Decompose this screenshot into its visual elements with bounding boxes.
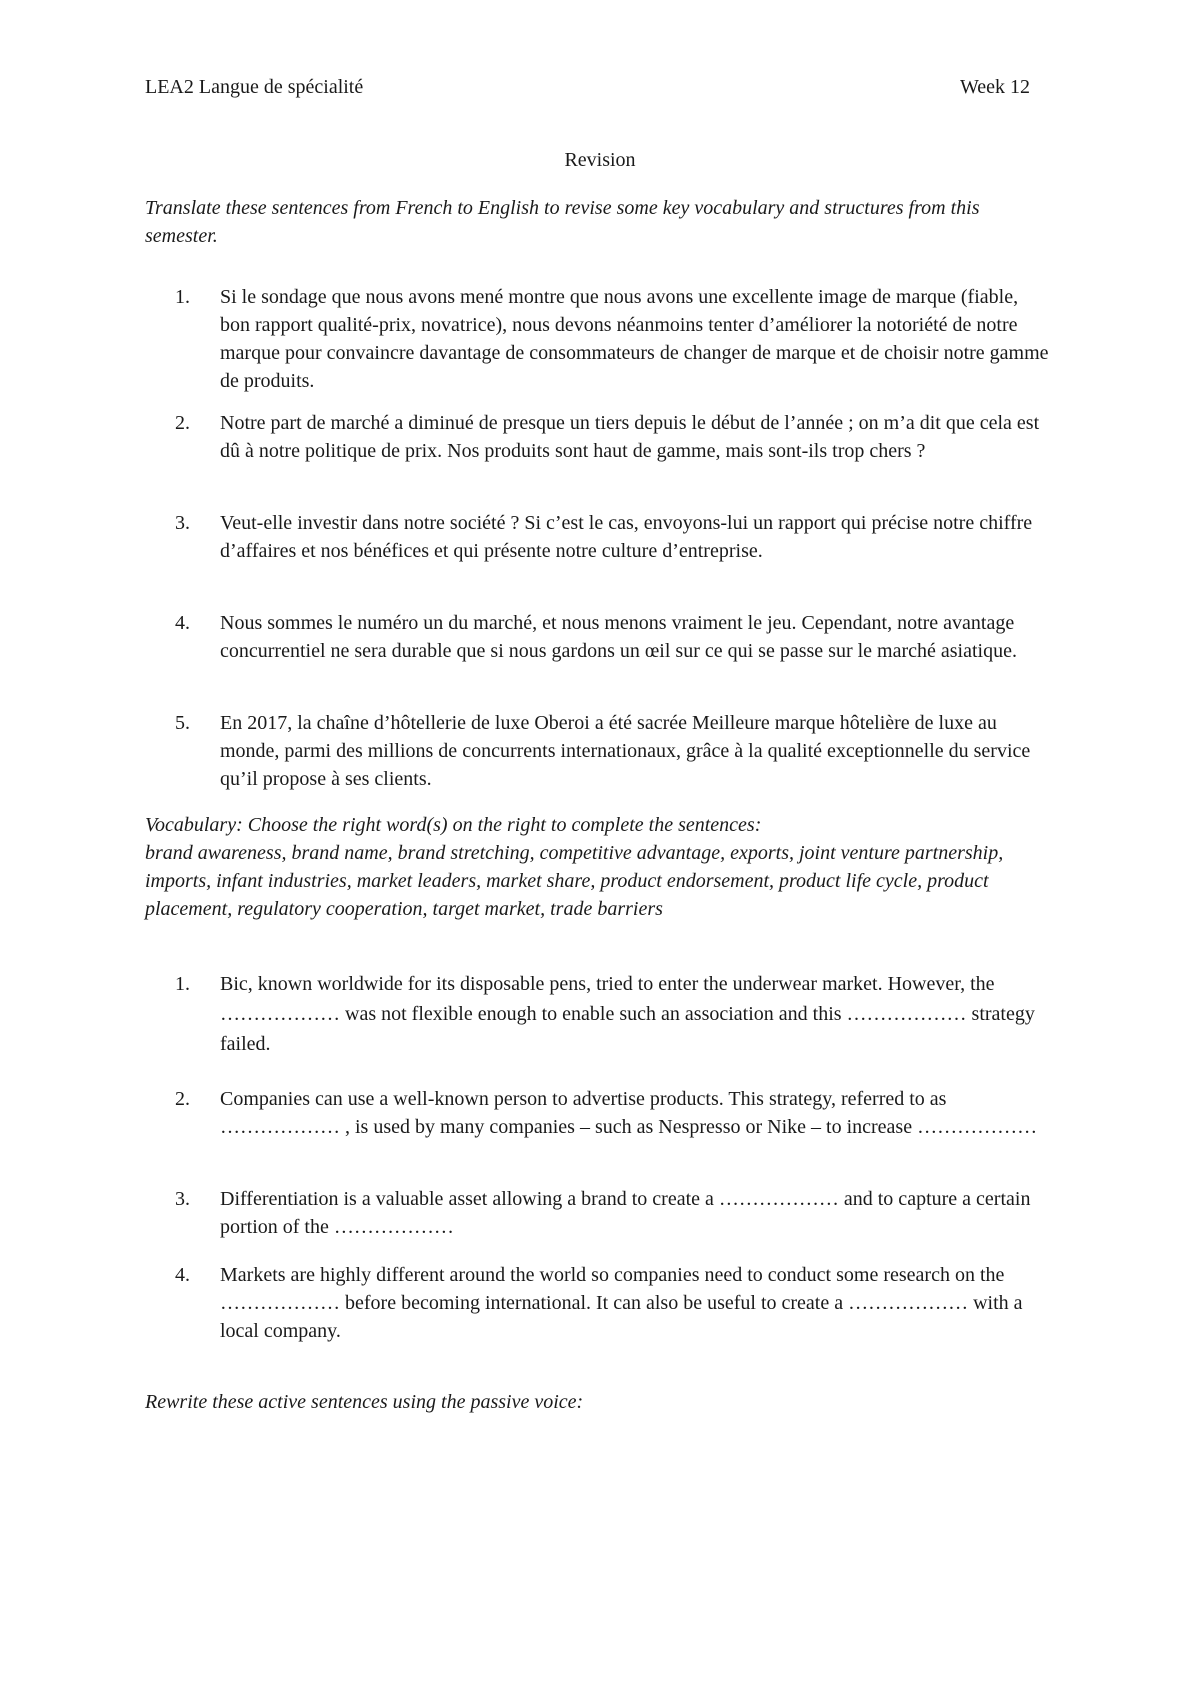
item-number: 1.	[175, 973, 190, 995]
vocabulary-item	[175, 969, 1050, 1059]
vocabulary-section	[145, 811, 1045, 923]
translation-item	[175, 409, 1050, 465]
item-number: 1.	[175, 286, 190, 308]
item-number: 2.	[175, 412, 190, 434]
vocabulary-item	[175, 1185, 1050, 1241]
vocabulary-item	[175, 1085, 1050, 1141]
translation-instruction: Translate these sentences from French to English to revise some key vocabulary and structures from this semester.	[145, 197, 980, 247]
translation-item	[175, 509, 1050, 565]
vocabulary-instruction: Vocabulary: Choose the right word(s) on the right to complete the sentences:	[145, 814, 762, 836]
page-title: Revision	[564, 149, 636, 171]
item-number: 3.	[175, 1188, 190, 1210]
item-number: 4.	[175, 1264, 190, 1286]
translation-item	[175, 709, 1050, 793]
item-text: Nous sommes le numéro un du marché, et nous menons vraiment le jeu. Cependant, notre avantage concurrentiel ne sera durable que si nous gardons un œil sur ce qui se passe sur le marché asiatique.	[220, 612, 1017, 662]
vocabulary-word-bank: brand awareness, brand name, brand stretching, competitive advantage, exports, joint venture partnership, imports, infant industries, market leaders, market share, product endorsement, product life cycle, product placement, regulatory cooperation, target market, trade barriers	[145, 842, 1004, 920]
item-text: Veut-elle investir dans notre société ? Si c’est le cas, envoyons-lui un rapport qui précise notre chiffre d’affaires et nos bénéfices et qui présente notre culture d’entreprise.	[220, 512, 1033, 562]
course-header: LEA2 Langue de spécialité	[145, 76, 364, 98]
item-number: 5.	[175, 712, 190, 734]
item-number: 4.	[175, 612, 190, 634]
item-text: Differentiation is a valuable asset allowing a brand to create a ……………… and to capture a certain portion of the ………………	[220, 1188, 1031, 1238]
translation-item	[175, 283, 1050, 395]
item-number: 2.	[175, 1088, 190, 1110]
passive-voice-instruction: Rewrite these active sentences using the passive voice:	[145, 1391, 584, 1413]
item-text: En 2017, la chaîne d’hôtellerie de luxe Oberoi a été sacrée Meilleure marque hôtelière de luxe au monde, parmi des millions de concurrents internationaux, grâce à la qualité exceptionnelle du service qu’il propose à ses clients.	[220, 712, 1031, 790]
vocabulary-item	[175, 1261, 1050, 1345]
item-text: Notre part de marché a diminué de presque un tiers depuis le début de l’année ; on m’a dit que cela est dû à notre politique de prix. Nos produits sont haut de gamme, mais sont-ils trop chers ?	[220, 412, 1040, 462]
item-text: Companies can use a well-known person to advertise products. This strategy, referred to as ……………… , is used by many companies – such as Nespresso or Nike – to increase ………………	[220, 1088, 1038, 1138]
item-text: Si le sondage que nous avons mené montre que nous avons une excellente image de marque (fiable, bon rapport qualité-prix, novatrice), nous devons néanmoins tenter d’améliorer la notoriété de notre marque pour convaincre davantage de consommateurs de changer de marque et de choisir notre gamme de produits.	[220, 286, 1049, 392]
item-number: 3.	[175, 512, 190, 534]
item-text: Bic, known worldwide for its disposable pens, tried to enter the underwear market. However, the ……………… was not flexible enough to enable such an association and this ……………… strategy failed.	[220, 973, 1035, 1055]
translation-item	[175, 609, 1050, 665]
item-text: Markets are highly different around the world so companies need to conduct some research on the ……………… before becoming international. It can also be useful to create a ……………… with a local company.	[220, 1264, 1023, 1342]
week-header: Week 12	[959, 76, 1030, 98]
